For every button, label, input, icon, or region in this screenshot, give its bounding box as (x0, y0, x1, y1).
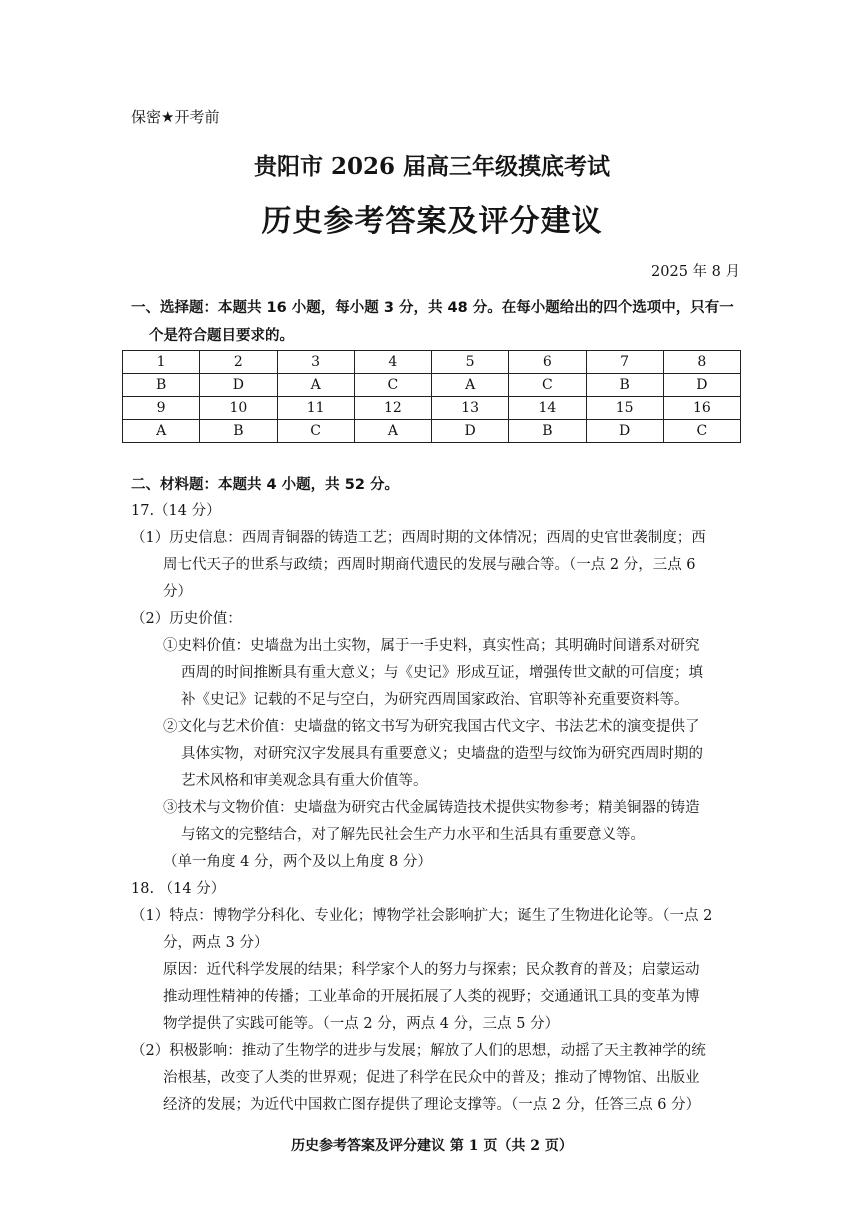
q18-part1-line: （1）特点：博物学分科化、专业化；博物学社会影响扩大；诞生了生物进化论等。（一点 2 (131, 908, 713, 924)
table-cell: D (586, 420, 663, 443)
table-cell: B (586, 374, 663, 397)
table-cell: D (432, 420, 509, 443)
table-cell: 16 (663, 397, 740, 420)
page-footer: 历史参考答案及评分建议 第 1 页（共 2 页） (291, 1138, 573, 1154)
q17-value-line: 补《史记》记载的不足与空白，为研究西周国家政治、官职等补充重要资料等。 (181, 692, 689, 708)
q17-value-line: 具体实物，对研究汉字发展具有重要意义；史墙盘的造型与纹饰为研究西周时期的 (181, 746, 703, 762)
q18-part2-line: 经济的发展；为近代中国救亡图存提供了理论支撑等。（一点 2 分，任答三点 6 分） (163, 1097, 701, 1113)
q18-reason-line: 物学提供了实践可能等。（一点 2 分，两点 4 分，三点 5 分） (163, 1016, 560, 1032)
table-cell: D (200, 374, 277, 397)
question-17-label: 17.（14 分） (131, 503, 221, 519)
table-cell: A (354, 420, 431, 443)
table-row (123, 420, 741, 443)
table-cell: B (123, 374, 200, 397)
table-cell: 14 (509, 397, 586, 420)
q17-part1-line: （1）历史信息：西周青铜器的铸造工艺；西周时期的文体情况；西周的史官世袭制度；西 (131, 530, 706, 546)
table-cell: A (123, 420, 200, 443)
answer-table (122, 350, 741, 443)
table-cell: C (663, 420, 740, 443)
table-cell: 1 (123, 351, 200, 374)
table-cell: B (509, 420, 586, 443)
q18-reason-line: 推动理性精神的传播；工业革命的开展拓展了人类的视野；交通通讯工具的变革为博 (163, 989, 700, 1005)
table-cell: 8 (663, 351, 740, 374)
table-cell: C (509, 374, 586, 397)
table-cell: 5 (432, 351, 509, 374)
document-title: 历史参考答案及评分建议 (261, 204, 603, 239)
q17-value-line: ③技术与文物价值：史墙盘为研究古代金属铸造技术提供实物参考；精美铜器的铸造 (163, 800, 700, 816)
table-cell: A (277, 374, 354, 397)
table-cell: 13 (432, 397, 509, 420)
table-cell: 6 (509, 351, 586, 374)
q17-value-line: 艺术风格和审美观念具有重大价值等。 (181, 773, 428, 789)
question-18-label: 18. （14 分） (131, 881, 226, 897)
q18-part1-line: 分，两点 3 分） (163, 935, 269, 951)
section1-heading-continued: 个是符合题目要求的。 (149, 328, 294, 344)
table-cell: A (432, 374, 509, 397)
table-cell: 15 (586, 397, 663, 420)
q17-part2-label: （2）历史价值： (131, 611, 242, 627)
table-cell: 9 (123, 397, 200, 420)
table-cell: 11 (277, 397, 354, 420)
table-cell: 2 (200, 351, 277, 374)
confidential-mark: 保密★开考前 (131, 108, 220, 126)
q17-part1-line: 分） (163, 584, 192, 600)
table-cell: B (200, 420, 277, 443)
q18-reason-line: 原因：近代科学发展的结果；科学家个人的努力与探索；民众教育的普及；启蒙运动 (163, 962, 700, 978)
exam-title: 贵阳市 2026 届高三年级摸底考试 (253, 153, 611, 180)
q17-value-line: 西周的时间推断具有重大意义；与《史记》形成互证，增强传世文献的可信度；填 (181, 665, 703, 681)
table-cell: C (354, 374, 431, 397)
table-row (123, 351, 741, 374)
q17-value-line: ①史料价值：史墙盘为出土实物，属于一手史料，真实性高；其明确时间谱系对研究 (163, 638, 700, 654)
table-cell: 4 (354, 351, 431, 374)
table-row (123, 397, 741, 420)
q17-score-note: （单一角度 4 分，两个及以上角度 8 分） (163, 854, 432, 870)
section2-heading: 二、材料题：本题共 4 小题，共 52 分。 (131, 477, 399, 493)
q17-value-line: ②文化与艺术价值：史墙盘的铭文书写为研究我国古代文字、书法艺术的演变提供了 (163, 719, 700, 735)
q18-part2-line: （2）积极影响：推动了生物学的进步与发展；解放了人们的思想，动摇了天主教神学的统 (131, 1043, 706, 1059)
table-row (123, 374, 741, 397)
table-cell: D (663, 374, 740, 397)
q17-part1-line: 周七代天子的世系与政绩；西周时期商代遗民的发展与融合等。（一点 2 分，三点 6 (163, 557, 696, 573)
table-cell: 7 (586, 351, 663, 374)
q18-part2-line: 治根基，改变了人类的世界观；促进了科学在民众中的普及；推动了博物馆、出版业 (163, 1070, 700, 1086)
q17-value-line: 与铭文的完整结合，对了解先民社会生产力水平和生活具有重要意义等。 (181, 827, 645, 843)
table-cell: 10 (200, 397, 277, 420)
document-date: 2025 年 8 月 (651, 264, 740, 280)
section1-heading: 一、选择题：本题共 16 小题，每小题 3 分，共 48 分。在每小题给出的四个选项中，只有一 (131, 300, 734, 316)
table-cell: 12 (354, 397, 431, 420)
table-cell: 3 (277, 351, 354, 374)
table-cell: C (277, 420, 354, 443)
